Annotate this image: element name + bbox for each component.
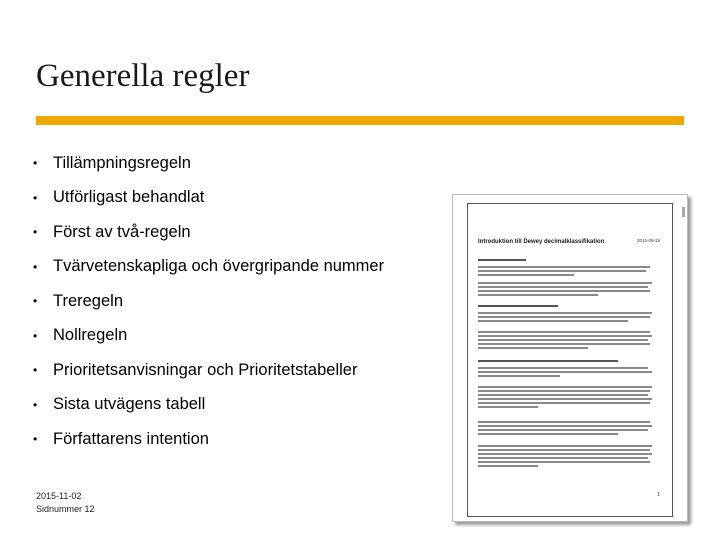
document-text-line (478, 274, 574, 276)
bullet-dot-icon: • (33, 432, 38, 447)
document-text-line (478, 305, 558, 307)
bullet-text: Tillämpningsregeln (53, 153, 191, 172)
slide-footer (36, 490, 95, 516)
document-text-line (478, 425, 652, 427)
bullet-dot-icon: • (33, 190, 38, 205)
bullet-dot-icon: • (33, 328, 38, 343)
footer-date: 2015-11-02 (36, 491, 82, 501)
bullet-item (33, 284, 384, 319)
bullet-item (33, 319, 384, 354)
document-title: Introduktion till Dewey decimalklassifikation (478, 239, 605, 245)
document-text-line (478, 421, 650, 423)
bullet-item (33, 250, 384, 285)
bullet-dot-icon: • (33, 397, 38, 412)
document-text-line (478, 429, 648, 431)
bullet-item (33, 388, 384, 423)
document-text-line (478, 259, 526, 261)
document-page-number: 1 (657, 492, 660, 498)
scrollbar-thumb (682, 207, 685, 217)
bullet-dot-icon: • (33, 259, 38, 274)
bullet-dot-icon: • (33, 225, 38, 240)
bullet-item (33, 146, 384, 181)
document-text-line (478, 402, 650, 404)
title-accent-rule (36, 116, 684, 125)
bullet-text: Nollregeln (53, 326, 128, 345)
bullet-text: Utförligast behandlat (53, 188, 205, 207)
bullet-item (33, 181, 384, 216)
document-page (467, 203, 673, 517)
bullet-text: Treregeln (53, 291, 124, 310)
document-text-line (478, 316, 650, 318)
document-text-line (478, 312, 652, 314)
document-preview-image (452, 194, 688, 522)
bullet-text: Först av två-regeln (53, 222, 191, 241)
bullet-item (33, 422, 384, 457)
bullet-item (33, 215, 384, 250)
bullet-list (33, 146, 384, 457)
bullet-dot-icon: • (33, 294, 38, 309)
document-text-line (478, 286, 648, 288)
document-text-line (478, 465, 538, 467)
bullet-item (33, 353, 384, 388)
document-text-line (478, 367, 648, 369)
document-text-line (478, 290, 650, 292)
document-text-line (478, 360, 618, 362)
document-text-line (478, 371, 652, 373)
bullet-text: Tvärvetenskapliga och övergripande nummer (53, 257, 385, 276)
document-text-line (478, 457, 648, 459)
document-text-line (478, 390, 650, 392)
document-date: 2012-09-19 (636, 238, 660, 243)
document-text-line (478, 270, 646, 272)
document-text-line (478, 406, 538, 408)
footer-page-number: Sidnummer 12 (36, 504, 95, 514)
document-text-line (478, 347, 588, 349)
document-text-line (478, 320, 628, 322)
bullet-text: Prioritetsanvisningar och Prioritetstabeller (53, 360, 358, 379)
document-text-line (478, 453, 652, 455)
document-text-line (478, 343, 650, 345)
bullet-text: Sista utvägens tabell (53, 395, 206, 414)
bullet-dot-icon: • (33, 363, 38, 378)
bullet-text: Författarens intention (53, 429, 209, 448)
document-text-line (478, 445, 652, 447)
document-text-line (478, 375, 560, 377)
slide-title: Generella regler (36, 58, 250, 94)
bullet-dot-icon: • (33, 156, 38, 171)
document-text-line (478, 339, 648, 341)
document-text-line (478, 394, 648, 396)
document-text-line (478, 266, 650, 268)
document-text-line (478, 461, 650, 463)
document-text-line (478, 282, 652, 284)
document-text-line (478, 335, 652, 337)
document-text-line (478, 386, 652, 388)
document-text-line (478, 398, 652, 400)
document-text-line (478, 449, 650, 451)
document-text-line (478, 433, 618, 435)
document-text-line (478, 294, 598, 296)
document-text-line (478, 331, 650, 333)
